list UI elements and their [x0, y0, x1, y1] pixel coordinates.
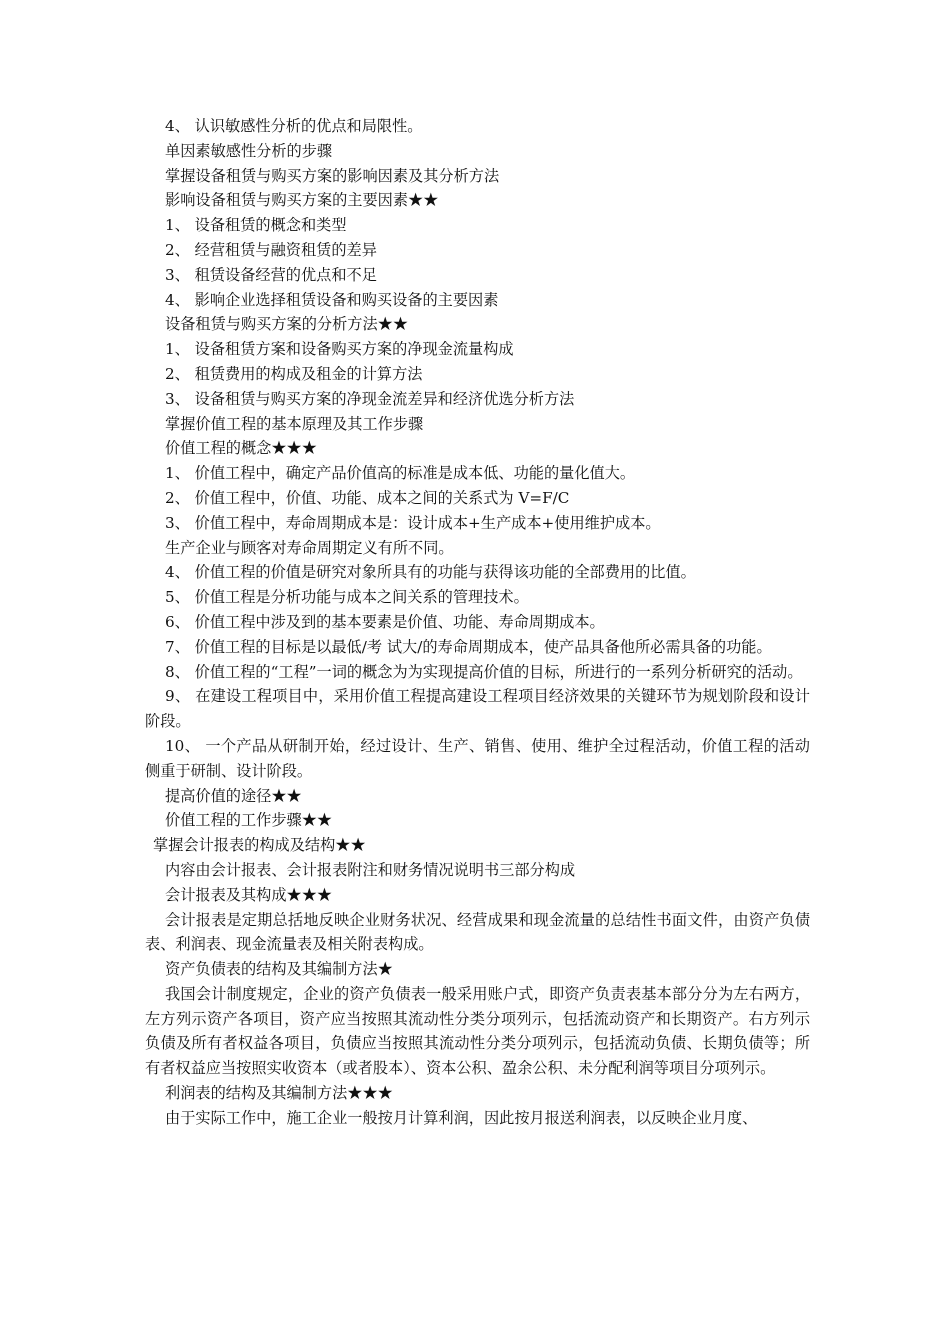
section-heading: 掌握会计报表的构成及结构★★ [153, 836, 366, 855]
list-item: 3、 设备租赁与购买方案的净现金流差异和经济优选分析方法 [165, 389, 575, 408]
document-body [145, 114, 810, 1131]
list-item: 8、 价值工程的“工程”一词的概念为为实现提高价值的目标，所进行的一系列分析研究的活动。 [165, 662, 803, 681]
subheading: 利润表的结构及其编制方法★★★ [165, 1084, 393, 1103]
subheading: 提高价值的途径★★ [165, 786, 302, 805]
list-item: 1、 设备租赁方案和设备购买方案的净现金流量构成 [165, 340, 514, 359]
body-paragraph: 会计报表是定期总括地反映企业财务状况、经营成果和现金流量的总结性书面文件，由资产负债表、利润表、现金流量表及相关附表构成。 [145, 910, 810, 954]
list-item: 4、 认识敏感性分析的优点和局限性。 [165, 117, 423, 135]
subheading: 价值工程的工作步骤★★ [165, 811, 333, 830]
list-item: 9、 在建设工程项目中，采用价值工程提高建设工程项目经济效果的关键环节为规划阶段和设计阶段。 [145, 687, 810, 731]
subheading: 资产负债表的结构及其编制方法★ [165, 960, 393, 979]
list-item: 6、 价值工程中涉及到的基本要素是价值、功能、寿命周期成本。 [165, 612, 605, 631]
subheading: 设备租赁与购买方案的分析方法★★ [165, 315, 408, 334]
subheading: 影响设备租赁与购买方案的主要因素★★ [165, 191, 439, 210]
section-heading: 掌握价值工程的基本原理及其工作步骤 [165, 414, 424, 433]
list-item: 7、 价值工程的目标是以最低/考 试大/的寿命周期成本，使产品具备他所必需具备的功能。 [165, 637, 772, 656]
list-item: 5、 价值工程是分析功能与成本之间关系的管理技术。 [165, 588, 529, 607]
list-item: 3、 租赁设备经营的优点和不足 [165, 265, 377, 284]
list-item: 1、 价值工程中，确定产品价值高的标准是成本低、功能的量化值大。 [165, 464, 636, 483]
list-item: 4、 影响企业选择租赁设备和购买设备的主要因素 [165, 290, 499, 309]
subheading: 会计报表及其构成★★★ [165, 885, 333, 904]
note-text: 生产企业与顾客对寿命周期定义有所不同。 [165, 538, 454, 557]
body-paragraph: 我国会计制度规定，企业的资产负债表一般采用账户式，即资产负责表基本部分分为左右两方，左方列示资产各项目，资产应当按照其流动性分类分项列示，包括流动资产和长期资产。右方列示负债及所有者权益各项目，负债应当按照其流动性分类分项列示，包括流动负债、长期负债等；所有者权益应当按照实收资本（或者股本）、资本公积、盈余公积、未分配利润等项目分项列示。 [145, 984, 810, 1078]
list-item: 2、 价值工程中，价值、功能、成本之间的关系式为 V=F/C [165, 488, 570, 507]
list-item: 3、 价值工程中，寿命周期成本是：设计成本+生产成本+使用维护成本。 [165, 513, 661, 532]
body-text: 内容由会计报表、会计报表附注和财务情况说明书三部分构成 [165, 860, 576, 879]
list-item: 4、 价值工程的价值是研究对象所具有的功能与获得该功能的全部费用的比值。 [165, 563, 696, 582]
body-paragraph: 由于实际工作中，施工企业一般按月计算利润，因此按月报送利润表，以反映企业月度、 [165, 1108, 758, 1127]
subheading: 价值工程的概念★★★ [165, 439, 317, 458]
list-item: 1、 设备租赁的概念和类型 [165, 216, 347, 235]
list-item: 2、 租赁费用的构成及租金的计算方法 [165, 364, 423, 383]
list-item: 2、 经营租赁与融资租赁的差异 [165, 240, 377, 259]
section-heading: 掌握设备租赁与购买方案的影响因素及其分析方法 [165, 166, 500, 185]
list-item: 10、 一个产品从研制开始，经过设计、生产、销售、使用、维护全过程活动，价值工程的活动侧重于研制、设计阶段。 [145, 736, 810, 780]
subheading: 单因素敏感性分析的步骤 [165, 141, 333, 160]
